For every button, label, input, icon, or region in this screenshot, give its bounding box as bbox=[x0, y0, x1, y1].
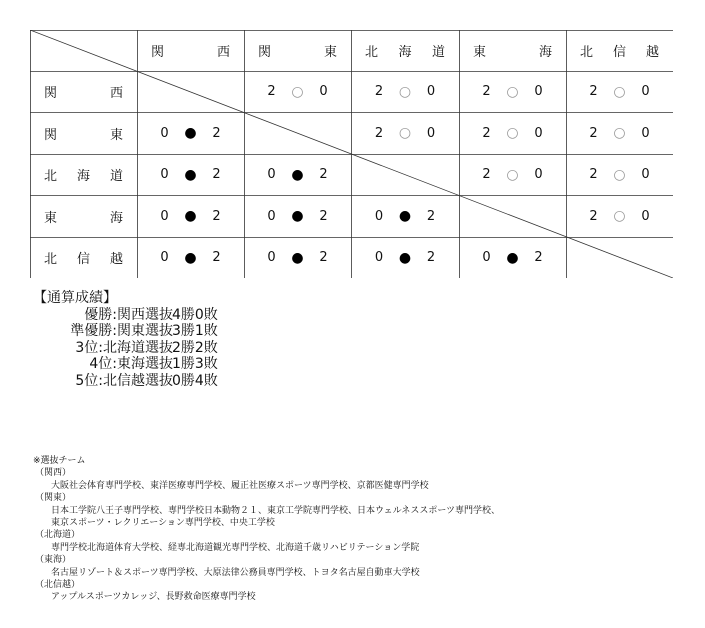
summary-row bbox=[33, 306, 218, 324]
header-char: 道 bbox=[431, 45, 445, 60]
loss-mark: ● bbox=[506, 249, 519, 266]
win-mark: ○ bbox=[613, 83, 626, 100]
score-right: 2 bbox=[534, 250, 543, 265]
win-mark: ○ bbox=[398, 83, 412, 100]
header-char: 海 bbox=[538, 45, 552, 60]
summary-result: 2勝2敗 bbox=[172, 339, 218, 356]
header-char: 関 bbox=[258, 45, 272, 60]
score-cell bbox=[459, 71, 566, 112]
summary-row bbox=[33, 339, 218, 357]
score-left: 0 bbox=[267, 208, 276, 224]
score-cell bbox=[566, 112, 673, 154]
score-cell bbox=[566, 154, 673, 195]
score-cell bbox=[351, 195, 459, 237]
score-right: 2 bbox=[319, 250, 328, 265]
score-left: 2 bbox=[482, 167, 491, 182]
score-cell bbox=[137, 112, 244, 154]
column-header-関西 bbox=[137, 30, 244, 71]
score-cell bbox=[244, 237, 351, 278]
header-char: 北 bbox=[365, 45, 379, 60]
summary-result: 0勝4敗 bbox=[172, 372, 218, 389]
win-mark: ○ bbox=[291, 83, 304, 100]
header-char: 北 bbox=[44, 252, 58, 267]
score-cell bbox=[244, 71, 351, 112]
row-header-関東 bbox=[30, 112, 137, 154]
win-mark: ○ bbox=[613, 125, 626, 141]
notes-region: （東海） bbox=[35, 555, 72, 566]
score-left: 0 bbox=[267, 250, 276, 265]
summary-label: 4位:東海選抜 bbox=[89, 356, 173, 372]
score-right: 0 bbox=[641, 167, 650, 182]
score-left: 2 bbox=[589, 167, 598, 182]
score-cell bbox=[244, 154, 351, 195]
score-right: 0 bbox=[534, 125, 543, 141]
loss-mark: ● bbox=[291, 249, 304, 266]
summary-label: 準優勝:関東選抜 bbox=[70, 323, 173, 339]
notes-region: （北海道） bbox=[35, 530, 81, 541]
summary-row bbox=[33, 356, 218, 373]
summary-label: 3位:北海道選抜 bbox=[75, 339, 173, 356]
notes-school-list: 東京スポーツ・レクリエーション専門学校、中央工学校 bbox=[51, 518, 275, 529]
score-right: 2 bbox=[319, 167, 328, 182]
header-char: 信 bbox=[612, 45, 626, 60]
score-left: 2 bbox=[482, 125, 491, 141]
header-char: 東 bbox=[109, 127, 123, 143]
score-right: 0 bbox=[319, 84, 328, 99]
loss-mark: ● bbox=[291, 166, 304, 183]
score-cell bbox=[137, 154, 244, 195]
win-mark: ○ bbox=[506, 125, 519, 141]
score-right: 0 bbox=[534, 167, 543, 182]
score-cell bbox=[244, 195, 351, 237]
loss-mark: ● bbox=[398, 249, 412, 266]
notes-region: （関西） bbox=[35, 468, 72, 479]
header-char: 道 bbox=[109, 169, 123, 184]
summary-result: 1勝3敗 bbox=[172, 356, 218, 372]
header-char: 西 bbox=[216, 45, 230, 60]
score-right: 0 bbox=[641, 125, 650, 141]
score-cell bbox=[137, 195, 244, 237]
score-cell bbox=[351, 112, 459, 154]
header-char: 北 bbox=[44, 169, 58, 184]
win-mark: ○ bbox=[398, 125, 412, 141]
notes-body bbox=[33, 467, 500, 603]
notes-region: （北信越） bbox=[35, 580, 81, 591]
column-header-北海道 bbox=[351, 30, 459, 71]
column-header-関東 bbox=[244, 30, 351, 71]
header-char: 海 bbox=[76, 169, 90, 184]
header-char: 関 bbox=[151, 45, 165, 60]
score-left: 2 bbox=[267, 84, 276, 99]
header-char: 関 bbox=[44, 127, 58, 143]
header-char: 東 bbox=[323, 45, 337, 60]
overall-results bbox=[33, 290, 218, 389]
header-char: 海 bbox=[109, 210, 123, 226]
score-cell bbox=[566, 71, 673, 112]
summary-row bbox=[33, 372, 218, 390]
header-char: 東 bbox=[473, 45, 487, 60]
row-header-北海道 bbox=[30, 154, 137, 195]
score-left: 0 bbox=[160, 208, 169, 224]
score-right: 0 bbox=[426, 84, 436, 99]
score-left: 0 bbox=[374, 208, 384, 224]
score-left: 0 bbox=[482, 250, 491, 265]
score-left: 0 bbox=[160, 167, 169, 182]
notes-school-list: 名古屋リゾート＆スポーツ専門学校、大原法律公務員専門学校、トヨタ名古屋自動車大学校 bbox=[51, 567, 420, 578]
score-cell bbox=[351, 71, 459, 112]
score-left: 2 bbox=[374, 84, 384, 99]
league-table bbox=[30, 30, 673, 278]
summary-label: 優勝:関西選抜 bbox=[84, 306, 173, 323]
header-char: 東 bbox=[44, 210, 58, 226]
win-mark: ○ bbox=[613, 166, 626, 183]
header-char: 海 bbox=[398, 45, 412, 60]
score-left: 2 bbox=[589, 84, 598, 99]
header-char: 信 bbox=[76, 252, 90, 267]
score-right: 2 bbox=[212, 250, 221, 265]
score-cell bbox=[566, 195, 673, 237]
notes-region: （関東） bbox=[35, 493, 72, 504]
score-right: 2 bbox=[212, 125, 221, 141]
notes-school-list: アップルスポーツカレッジ、長野救命医療専門学校 bbox=[51, 592, 256, 603]
header-char: 関 bbox=[44, 86, 58, 101]
row-header-関西 bbox=[30, 71, 137, 112]
win-mark: ○ bbox=[506, 166, 519, 183]
loss-mark: ● bbox=[184, 208, 197, 224]
score-right: 2 bbox=[212, 167, 221, 182]
summary-result: 3勝1敗 bbox=[172, 323, 218, 339]
row-header-東海 bbox=[30, 195, 137, 237]
score-right: 2 bbox=[426, 208, 436, 224]
summary-label: 5位:北信越選抜 bbox=[75, 372, 173, 389]
notes-title: ※選抜チーム bbox=[33, 456, 86, 466]
summary-rows bbox=[33, 306, 218, 390]
row-header-北信越 bbox=[30, 237, 137, 278]
header-char: 西 bbox=[109, 86, 123, 101]
score-cell bbox=[459, 112, 566, 154]
score-left: 2 bbox=[482, 84, 491, 99]
win-mark: ○ bbox=[613, 208, 626, 224]
score-right: 0 bbox=[534, 84, 543, 99]
score-left: 2 bbox=[589, 208, 598, 224]
score-right: 2 bbox=[212, 208, 221, 224]
score-left: 2 bbox=[374, 125, 384, 141]
header-char: 越 bbox=[109, 252, 123, 267]
score-right: 0 bbox=[426, 125, 436, 141]
loss-mark: ● bbox=[291, 208, 304, 224]
score-left: 0 bbox=[267, 167, 276, 182]
score-left: 2 bbox=[589, 125, 598, 141]
summary-title: 【通算成績】 bbox=[33, 290, 117, 306]
summary-row bbox=[33, 323, 218, 340]
score-right: 2 bbox=[426, 250, 436, 265]
score-left: 0 bbox=[374, 250, 384, 265]
selection-teams-note bbox=[33, 455, 500, 604]
header-char: 越 bbox=[645, 45, 659, 60]
score-right: 0 bbox=[641, 208, 650, 224]
loss-mark: ● bbox=[184, 166, 197, 183]
score-left: 0 bbox=[160, 250, 169, 265]
header-char: 北 bbox=[580, 45, 594, 60]
notes-school-list: 大阪社会体育専門学校、東洋医療専門学校、履正社医療スポーツ専門学校、京都医健専門学校 bbox=[51, 480, 429, 491]
loss-mark: ● bbox=[398, 208, 412, 224]
column-header-東海 bbox=[459, 30, 566, 71]
loss-mark: ● bbox=[184, 249, 197, 266]
loss-mark: ● bbox=[184, 125, 197, 141]
score-left: 0 bbox=[160, 125, 169, 141]
column-header-北信越 bbox=[566, 30, 673, 71]
score-right: 2 bbox=[319, 208, 328, 224]
notes-school-list: 専門学校北海道体育大学校、経専北海道観光専門学校、北海道千歳リハビリテーション学院 bbox=[51, 542, 420, 553]
summary-result: 4勝0敗 bbox=[172, 306, 218, 323]
score-cell bbox=[459, 154, 566, 195]
win-mark: ○ bbox=[506, 83, 519, 100]
score-cell bbox=[459, 237, 566, 278]
notes-school-list: 日本工学院八王子専門学校、専門学校日本動物２１、東京工学院専門学校、日本ウェルネススポーツ専門学校、 bbox=[51, 505, 501, 516]
score-right: 0 bbox=[641, 84, 650, 99]
score-cell bbox=[137, 237, 244, 278]
score-cell bbox=[351, 237, 459, 278]
